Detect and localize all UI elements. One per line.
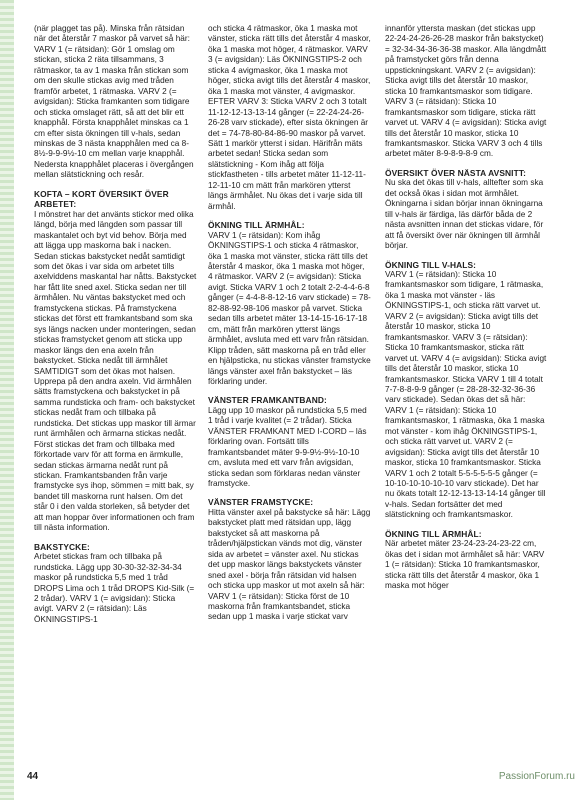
intro-paragraph: (när plagget tas på). Minska från rätsidan när det återstår 7 maskor på varvet så här: VARV 1 (= rätsidan): Gör 1 omslag om stickan, sticka 2 räta tillsammans, 3 rätmaskor, ta av 1 maska från stickan som om den skulle stickas avig med tråden framför arbetet, 1 rätmaska. VARV 2 (= avigsidan): Sticka framkanten som tidigare och sticka omslaget rätt, så att det blir ett knapphål. Första knapphålet minskas ca 1 cm efter sista ökningen till v-hals, sedan minskas de 3 nästa knapphålen med ca 8-8½-9-9-9½-10 cm mellan varje knapphål. Nedersta knapphålet placeras i övergången mellan slätstickning och resår. — [34, 24, 194, 180]
watermark: PassionForum.ru — [498, 771, 575, 782]
heading-next-section-overview: ÖVERSIKT ÖVER NÄSTA AVSNITT: — [385, 167, 526, 178]
overview-paragraph: I mönstret har det använts stickor med olika längd, börja med längden som passar till maskantalet och byt vid behov. Börja med att lägga upp maskorna bak i nacken. Sedan stickas bakstycket nedåt samtidigt som det ökas i var sida om arbetet tills axelviddens maskantal har nåtts. Bakstycket har fått lite sned axel. Sticka sedan ner till ärmhålen. Nu väntas bakstycket med och framstyckena stickas. På framstyckena stickas det först ett framkantsband som ska sys längs nacken under monteringen, sedan stickas framstycket genom att sticka upp maskor längs den ena axeln från bakstycket. Sticka nedåt till ärmhålet SAMTIDIGT som det ökas mot halsen. Upprepa på den andra axeln. Vid ärmhålen sätts framstyckena och bakstycket in på samma rundsticka och fram- och bakstycket stickas nedåt fram och tillbaka på rundsticka. Det stickas upp maskor till ärmar runt ärmhålen och ärmarna stickas nedåt. Först stickas det fram och tillbaka med förkortade varv för att forma en ärmkulle, sedan stickas ärmarna nedåt runt på stickan. Framkantsbanden från varje framstycke sys ihop, sömmen = mitt bak, sy bandet till maskorna runt halsen. Om det står 0 i den valda storleken, så betyder det att man hoppar över informationen och fram till nästa information. — [34, 209, 197, 533]
heading-overview: KOFTA – KORT ÖVERSIKT ÖVER ARBETET: — [34, 188, 169, 210]
heading-armhole-increase-front: ÖKNING TILL ÄRMHÅL: — [385, 528, 482, 539]
decorative-side-stripe — [0, 0, 14, 800]
text-column-2 — [208, 24, 371, 623]
heading-left-front: VÄNSTER FRAMSTYCKE: — [208, 497, 314, 508]
heading-left-band: VÄNSTER FRAMKANTBAND: — [208, 395, 327, 406]
heading-back-piece: BAKSTYCKE: — [34, 541, 90, 552]
text-column-1 — [34, 24, 197, 625]
armhole-front-paragraph: När arbetet mäter 23-24-23-24-23-22 cm, ökas det i sidan mot ärmhålet så här: VARV 1 (= rätsidan): Sticka 10 framkantsmaskor, sticka rätt tills det återstår 4 maskor, öka 1 maska mot höger — [385, 539, 545, 591]
left-front-paragraph: Hitta vänster axel på bakstycke så här: Lägg bakstycket platt med rätsidan upp, lägg bakstycket så att maskorna på tråden/hjälpstickan vänds mot dig, vänster sida av arbetet = vänster axel. Nu stickas det upp maskor längs bakstyckets vänster sned axel - börja från rätsidan vid halsen och sticka upp maskor ut mot axeln så här: VARV 1 (= rätsidan): Sticka först de 10 maskorna från framkantsbandet, sticka sedan upp 1 maska i varje stickat varv — [208, 507, 371, 622]
heading-armhole-increase: ÖKNING TILL ÄRMHÅL: — [208, 220, 305, 231]
next-section-paragraph: Nu ska det ökas till v-hals, alltefter som ska det också ökas i sidan mot ärmhålet. Ökningarna i sidan börjar innan ökningarna till v-hals är färdiga, läs därför båda de 2 nästa avsnitten innan det stickas vidare, för att få översikt över när ökningen till ärmhål börjar. — [385, 178, 544, 251]
page-number: 44 — [27, 771, 39, 782]
heading-v-neck-increase: ÖKNING TILL V-HALS: — [385, 259, 477, 270]
v-neck-paragraph: VARV 1 (= rätsidan): Sticka 10 framkantsmaskor som tidigare, 1 rätmaska, öka 1 maska mot vänster - läs ÖKNINGSTIPS-1, och sticka rätt varvet ut. VARV 2 (= avigsidan): Sticka avigt tills det återstår 10 maskor, sticka 10 framkantsmaskor. VARV 3 (= rätsidan): Sticka 10 framkantsmaskor, sticka rätt varvet ut. VARV 4 (= avigsidan): Sticka avigt tills det återstår 10 maskor, sticka 10 framkantsmaskor. Sticka VARV 1 till 4 totalt 7-7-8-8-9-9 gånger (= 28-28-32-32-36-36 varv stickade). Sedan ökas det så här: VARV 1 (= rätsidan): Sticka 10 framkantsmaskor, 1 rätmaska, öka 1 maska mot vänster - kom ihåg ÖKNINGSTIPS-1, och sticka rätt varvet ut. VARV 2 (= avigsidan): Sticka avigt tills det återstår 10 maskor, sticka 10 framkantsmaskor. Sticka VARV 1 och 2 totalt 5-5-5-5-5-5 gånger (= 10-10-10-10-10-10 varv stickade). Det har nu ökats totalt 12-12-13-13-14-14 gånger till v-hals. Sedan fortsätter det med slätstickning och framkantsmaskor. — [385, 269, 547, 520]
left-front-continued: innanför yttersta maskan (det stickas upp 22-24-24-26-26-28 maskor från bakstycket) = 32-34-34-36-36-38 maskor. Alla längdmått på framstycket görs från denna uppstickningskant. VARV 2 (= avigsidan): Sticka avigt tills det återstår 10 maskor, sticka 10 framkantsmaskor som tidigare. VARV 3 (= rätsidan): Sticka 10 framkantsmaskor som tidigare, sticka rätt varvet ut. VARV 4 (= avigsidan): Sticka avigt tills det återstår 10 maskor, sticka 10 framkantsmaskor. Sticka VARV 3 och 4 tills arbetet mäter 8-9-8-9-8-9 cm. — [385, 24, 547, 159]
text-column-3 — [385, 24, 548, 592]
back-piece-paragraph: Arbetet stickas fram och tillbaka på rundsticka. Lägg upp 30-30-32-32-34-34 maskor på rundsticka 5,5 med 1 tråd DROPS Lima och 1 tråd DROPS Kid-Silk (= 2 trådar). VARV 1 (= avigsidan): Sticka avigt. VARV 2 (= rätsidan): Läs ÖKNINGSTIPS-1 — [34, 552, 195, 624]
back-piece-continued: och sticka 4 rätmaskor, öka 1 maska mot vänster, sticka rätt tills det återstår 4 maskor, öka 1 maska mot höger, 4 rätmaskor. VARV 3 (= avigsidan): Läs ÖKNINGSTIPS-2 och sticka 4 avigmaskor, öka 1 maska mot höger, sticka avigt tills det återstår 4 maskor, öka 1 maska mot vänster, 4 avigmaskor. EFTER VARV 3: Sticka VARV 2 och 3 totalt 11-12-12-13-13-14 gånger (= 22-24-24-26-26-28 varv stickade), efter sista ökningen är det = 74-78-80-84-86-90 maskor på varvet. Sätt 1 markör ytterst i sidan. Härifrån mäts arbetet sedan! Sticka sedan som slätstickning - Kom ihåg att följa stickfastheten - tills arbetet mäter 11-12-11-12-11-10 cm mätt från markören ytterst längs ärmhålet. Nu ökas det i varje sida till ärmhål. — [208, 24, 371, 211]
left-band-paragraph: Lägg upp 10 maskor på rundsticka 5,5 med 1 tråd i varje kvalitet (= 2 trådar). Sticka VÄNSTER FRAMKANT MED I-CORD – läs förklaring ovan. Fortsätt tills framkantsbandet mäter 9-9-9½-9½-10-10 cm, avsluta med ett varv från avigsidan, sticka sedan som förklaras nedan vänster framstycke. — [208, 405, 367, 489]
armhole-increase-paragraph: VARV 1 (= rätsidan): Kom ihåg ÖKNINGSTIPS-1 och sticka 4 rätmaskor, öka 1 maska mot vänster, sticka rätt tills det återstår 4 maskor, öka 1 maska mot höger, 4 rätmaskor. VARV 2 (= avigsidan): Sticka avigt. Sticka VARV 1 och 2 totalt 2-2-4-4-6-8 gånger (= 4-4-8-8-12-16 varv stickade) = 78-82-88-92-98-106 maskor på varvet. Sticka sedan tills arbetet mäter 13-14-15-16-17-18 cm, mätt från markören ytterst längs ärmhålet, avsluta med ett varv från rätsidan. Klipp tråden, sätt maskorna på en tråd eller en hjälpsticka, nu stickas vänster framstycke längs vänster axel från bakstycket – läs förklaring under. — [208, 230, 371, 386]
